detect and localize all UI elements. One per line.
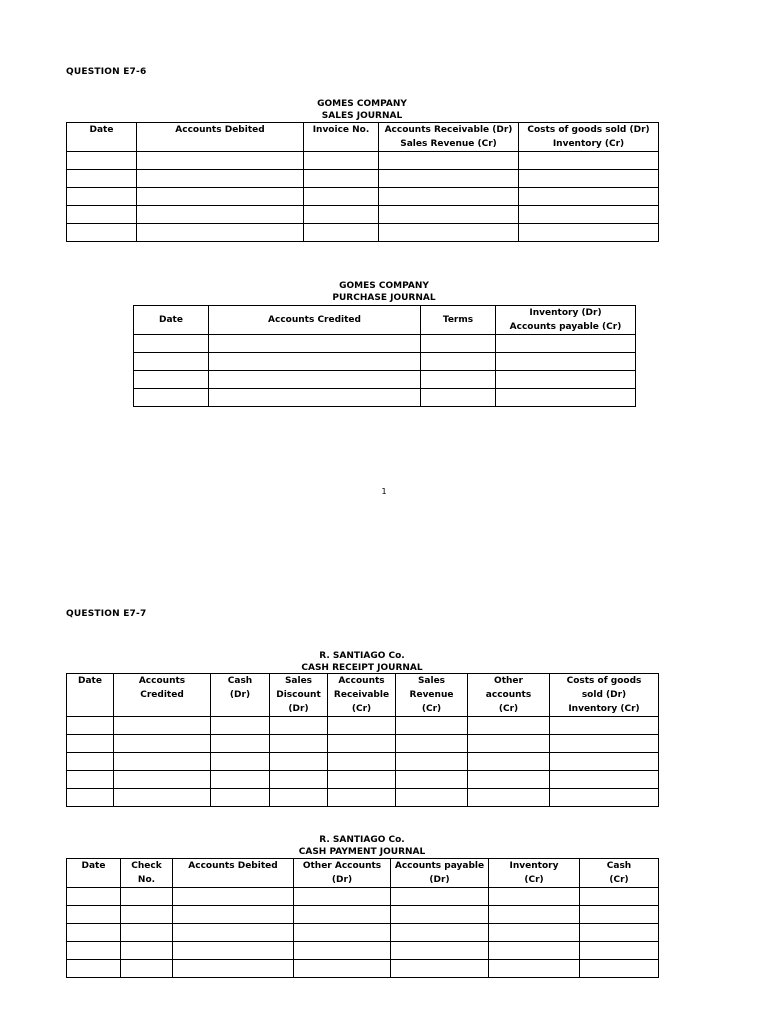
cell[interactable] [379, 188, 519, 206]
cell[interactable] [391, 906, 489, 924]
cell[interactable] [134, 371, 209, 389]
cell[interactable] [67, 206, 137, 224]
journal-name: SALES JOURNAL [321, 111, 403, 121]
cell[interactable] [173, 924, 294, 942]
cell[interactable] [396, 771, 468, 789]
cell[interactable] [67, 906, 121, 924]
cell[interactable] [67, 789, 114, 807]
cell[interactable] [209, 335, 421, 353]
table-row [67, 753, 659, 771]
cell[interactable] [496, 335, 636, 353]
cell[interactable] [489, 888, 580, 906]
cell[interactable] [396, 735, 468, 753]
cell[interactable] [134, 335, 209, 353]
cell[interactable] [468, 717, 550, 735]
cell[interactable] [379, 206, 519, 224]
cell[interactable] [137, 152, 304, 170]
cell[interactable] [396, 789, 468, 807]
company-name: GOMES COMPANY [317, 99, 407, 109]
company-name: GOMES COMPANY [339, 281, 429, 291]
column-header: Accounts Debited [137, 123, 304, 152]
cell[interactable] [379, 152, 519, 170]
table-row [67, 152, 659, 170]
cell[interactable] [67, 753, 114, 771]
column-header: Accounts Credited [209, 306, 421, 335]
column-header: Check No. [121, 859, 173, 888]
cell[interactable] [121, 942, 173, 960]
table-row [134, 389, 636, 407]
cell[interactable] [519, 206, 659, 224]
cell[interactable] [67, 224, 137, 242]
sales-journal-table [66, 122, 659, 242]
table-row [67, 960, 659, 978]
cell[interactable] [391, 924, 489, 942]
header-row [67, 674, 659, 717]
sales-journal-title [66, 98, 658, 122]
cell[interactable] [421, 389, 496, 407]
column-header: Cash (Cr) [580, 859, 659, 888]
column-header: Accounts payable (Dr) [391, 859, 489, 888]
table-row [134, 335, 636, 353]
cell[interactable] [519, 170, 659, 188]
cell[interactable] [137, 188, 304, 206]
cell[interactable] [211, 717, 270, 735]
column-header: Accounts Credited [114, 674, 211, 717]
column-header: Other accounts (Cr) [468, 674, 550, 717]
cell[interactable] [580, 906, 659, 924]
cell[interactable] [173, 960, 294, 978]
column-header: Terms [421, 306, 496, 335]
cell[interactable] [209, 353, 421, 371]
question-heading-e7-7: QUESTION E7-7 [66, 609, 147, 619]
table-row [67, 771, 659, 789]
journal-name: PURCHASE JOURNAL [332, 293, 436, 303]
cell[interactable] [173, 888, 294, 906]
cell[interactable] [114, 735, 211, 753]
cell[interactable] [67, 735, 114, 753]
cell[interactable] [550, 753, 659, 771]
cell[interactable] [328, 789, 396, 807]
cell[interactable] [468, 771, 550, 789]
column-header: Sales Discount (Dr) [270, 674, 328, 717]
cell[interactable] [209, 371, 421, 389]
cell[interactable] [211, 771, 270, 789]
column-header: Accounts Receivable (Cr) [328, 674, 396, 717]
column-header: Inventory (Cr) [489, 859, 580, 888]
cell[interactable] [294, 960, 391, 978]
cell[interactable] [580, 960, 659, 978]
cell[interactable] [304, 152, 379, 170]
cell[interactable] [580, 942, 659, 960]
table-row [67, 206, 659, 224]
company-name: R. SANTIAGO Co. [319, 835, 405, 845]
cell[interactable] [328, 717, 396, 735]
cell[interactable] [121, 888, 173, 906]
column-header: Inventory (Dr) Accounts payable (Cr) [496, 306, 636, 335]
table-row [134, 371, 636, 389]
purchase-journal-title [133, 280, 635, 304]
cell[interactable] [396, 753, 468, 771]
cell[interactable] [121, 906, 173, 924]
header-row [67, 859, 659, 888]
cell[interactable] [294, 924, 391, 942]
cell[interactable] [270, 735, 328, 753]
cell[interactable] [134, 389, 209, 407]
cell[interactable] [550, 771, 659, 789]
table-row [67, 942, 659, 960]
cell[interactable] [379, 170, 519, 188]
cell[interactable] [114, 717, 211, 735]
cell[interactable] [294, 942, 391, 960]
cell[interactable] [211, 753, 270, 771]
cell[interactable] [519, 188, 659, 206]
cell[interactable] [328, 753, 396, 771]
cell[interactable] [489, 906, 580, 924]
cell[interactable] [468, 735, 550, 753]
cell[interactable] [550, 789, 659, 807]
cell[interactable] [121, 924, 173, 942]
cell[interactable] [496, 389, 636, 407]
cell[interactable] [294, 906, 391, 924]
cell[interactable] [211, 735, 270, 753]
cell[interactable] [173, 942, 294, 960]
table-row [67, 789, 659, 807]
column-header: Sales Revenue (Cr) [396, 674, 468, 717]
cell[interactable] [67, 717, 114, 735]
cell[interactable] [489, 942, 580, 960]
cell[interactable] [580, 888, 659, 906]
cell[interactable] [67, 152, 137, 170]
cell[interactable] [137, 170, 304, 188]
cell[interactable] [114, 789, 211, 807]
cell[interactable] [114, 753, 211, 771]
header-row [134, 306, 636, 335]
column-header: Invoice No. [304, 123, 379, 152]
cell[interactable] [209, 389, 421, 407]
cell[interactable] [134, 353, 209, 371]
cell[interactable] [391, 942, 489, 960]
cell[interactable] [304, 224, 379, 242]
table-row [67, 224, 659, 242]
cell[interactable] [270, 789, 328, 807]
cell[interactable] [328, 735, 396, 753]
header-row [67, 123, 659, 152]
cell[interactable] [550, 735, 659, 753]
table-row [134, 353, 636, 371]
column-header: Cash (Dr) [211, 674, 270, 717]
cell[interactable] [67, 188, 137, 206]
journal-name: CASH PAYMENT JOURNAL [298, 847, 426, 857]
page-number: 1 [381, 487, 387, 496]
cell[interactable] [67, 942, 121, 960]
cell[interactable] [468, 753, 550, 771]
cell[interactable] [396, 717, 468, 735]
cash-receipt-journal-table [66, 673, 659, 807]
cash-payment-journal-title [66, 834, 658, 858]
cell[interactable] [489, 960, 580, 978]
cell[interactable] [173, 906, 294, 924]
cell[interactable] [67, 960, 121, 978]
cell[interactable] [67, 170, 137, 188]
purchase-journal-table [133, 305, 636, 407]
cell[interactable] [519, 152, 659, 170]
cell[interactable] [328, 771, 396, 789]
cell[interactable] [580, 924, 659, 942]
column-header: Accounts Debited [173, 859, 294, 888]
table-row [67, 717, 659, 735]
cell[interactable] [137, 224, 304, 242]
cell[interactable] [270, 717, 328, 735]
column-header: Date [67, 859, 121, 888]
company-name: R. SANTIAGO Co. [319, 651, 405, 661]
cell[interactable] [496, 371, 636, 389]
table-row [67, 188, 659, 206]
question-heading-e7-6: QUESTION E7-6 [66, 67, 147, 77]
table-row [67, 888, 659, 906]
cell[interactable] [304, 170, 379, 188]
cell[interactable] [137, 206, 304, 224]
cell[interactable] [270, 771, 328, 789]
column-header: Date [134, 306, 209, 335]
cell[interactable] [519, 224, 659, 242]
cell[interactable] [421, 371, 496, 389]
cell[interactable] [67, 771, 114, 789]
cell[interactable] [304, 206, 379, 224]
table-row [67, 170, 659, 188]
cell[interactable] [421, 353, 496, 371]
table-row [67, 735, 659, 753]
cell[interactable] [391, 888, 489, 906]
table-row [67, 906, 659, 924]
cell[interactable] [421, 335, 496, 353]
column-header: Other Accounts (Dr) [294, 859, 391, 888]
cell[interactable] [114, 771, 211, 789]
cell[interactable] [379, 224, 519, 242]
cash-receipt-journal-title [66, 650, 658, 674]
cell[interactable] [304, 188, 379, 206]
column-header: Date [67, 674, 114, 717]
cell[interactable] [468, 789, 550, 807]
cell[interactable] [121, 960, 173, 978]
cell[interactable] [294, 888, 391, 906]
cell[interactable] [270, 753, 328, 771]
cell[interactable] [391, 960, 489, 978]
cell[interactable] [211, 789, 270, 807]
cash-payment-journal-table [66, 858, 659, 978]
table-row [67, 924, 659, 942]
journal-name: CASH RECEIPT JOURNAL [301, 663, 423, 673]
column-header: Date [67, 123, 137, 152]
column-header: Costs of goods sold (Dr) Inventory (Cr) [550, 674, 659, 717]
cell[interactable] [67, 888, 121, 906]
cell[interactable] [489, 924, 580, 942]
column-header: Accounts Receivable (Dr) Sales Revenue (Cr) [379, 123, 519, 152]
cell[interactable] [496, 353, 636, 371]
cell[interactable] [67, 924, 121, 942]
column-header: Costs of goods sold (Dr) Inventory (Cr) [519, 123, 659, 152]
cell[interactable] [550, 717, 659, 735]
